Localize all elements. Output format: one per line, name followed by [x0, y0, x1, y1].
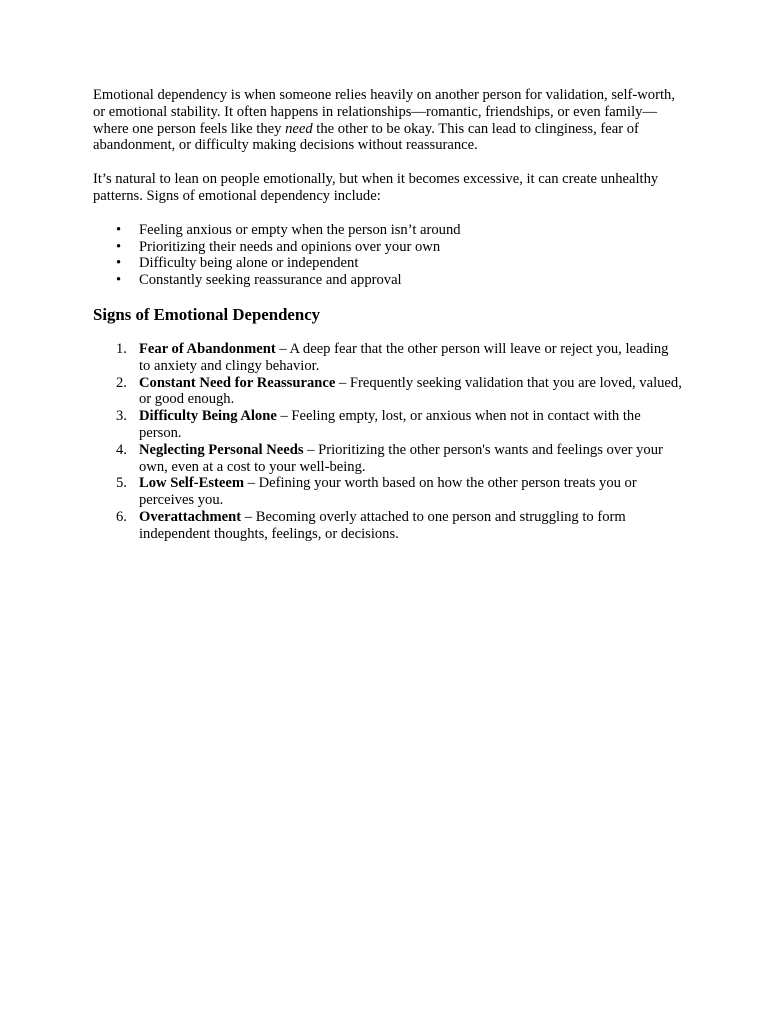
item-description: – Becoming overly attached to one person and struggling to form independent thoughts, feelings, or decisions.: [139, 508, 626, 542]
item-term: Constant Need for Reassurance: [139, 374, 336, 391]
numbered-item: [116, 508, 683, 543]
item-number: 4.: [116, 441, 127, 458]
bullet-icon: •: [116, 238, 122, 255]
bullet-icon: •: [116, 221, 122, 238]
numbered-item: [116, 475, 683, 509]
item-term: Fear of Abandonment: [139, 340, 276, 357]
document-page: [93, 87, 683, 543]
item-term: Low Self-Esteem: [139, 475, 244, 492]
item-description: – Prioritizing the other person's wants and feelings over your own, even at a cost to your well-being.: [139, 441, 663, 475]
emphasis-need: need: [285, 120, 313, 137]
bullet-item: [116, 272, 683, 289]
item-term: Difficulty Being Alone: [139, 408, 277, 425]
bullet-text: Prioritizing their needs and opinions over your own: [139, 238, 441, 255]
item-description: – Feeling empty, lost, or anxious when not in contact with the person.: [139, 408, 641, 441]
item-description: – A deep fear that the other person will leave or reject you, leading to anxiety and clingy behavior.: [139, 340, 669, 374]
item-number: 5.: [116, 475, 127, 492]
intro-paragraph-1-start: Emotional dependency is when someone relies heavily on another person for validation, self-worth, or emotional stability. It often happens in relationships—romantic, friendships, or even family—where one person feels like they: [93, 87, 675, 137]
bullet-icon: •: [116, 272, 122, 289]
numbered-item: [116, 408, 683, 442]
item-number: 3.: [116, 408, 127, 425]
numbered-item: [116, 340, 683, 375]
intro-paragraph-1-end: the other to be okay. This can lead to clinginess, fear of abandonment, or difficulty making decisions without reassurance.: [93, 120, 639, 154]
signs-bullet-list: [93, 222, 683, 289]
item-description: – Frequently seeking validation that you are loved, valued, or good enough.: [139, 374, 682, 408]
section-heading: Signs of Emotional Dependency: [93, 304, 321, 324]
intro-paragraph-1: [93, 87, 683, 154]
bullet-item: [116, 221, 683, 239]
bullet-text: Feeling anxious or empty when the person isn’t around: [139, 221, 461, 238]
bullet-text: Constantly seeking reassurance and approval: [139, 272, 402, 289]
item-term: Overattachment: [139, 508, 242, 525]
item-number: 2.: [116, 374, 127, 391]
item-term: Neglecting Personal Needs: [139, 441, 304, 458]
bullet-item: [116, 255, 683, 272]
item-number: 6.: [116, 508, 127, 525]
signs-numbered-list: [93, 341, 683, 543]
item-description: – Defining your worth based on how the other person treats you or perceives you.: [139, 475, 637, 509]
bullet-text: Difficulty being alone or independent: [139, 255, 359, 272]
numbered-item: [116, 441, 683, 476]
intro-paragraph-2: It’s natural to lean on people emotionally, but when it becomes excessive, it can create unhealthy patterns. Signs of emotional dependency include:: [93, 171, 659, 204]
bullet-item: [116, 238, 683, 256]
item-number: 1.: [116, 340, 127, 357]
numbered-item: [116, 374, 683, 409]
bullet-icon: •: [116, 255, 122, 272]
